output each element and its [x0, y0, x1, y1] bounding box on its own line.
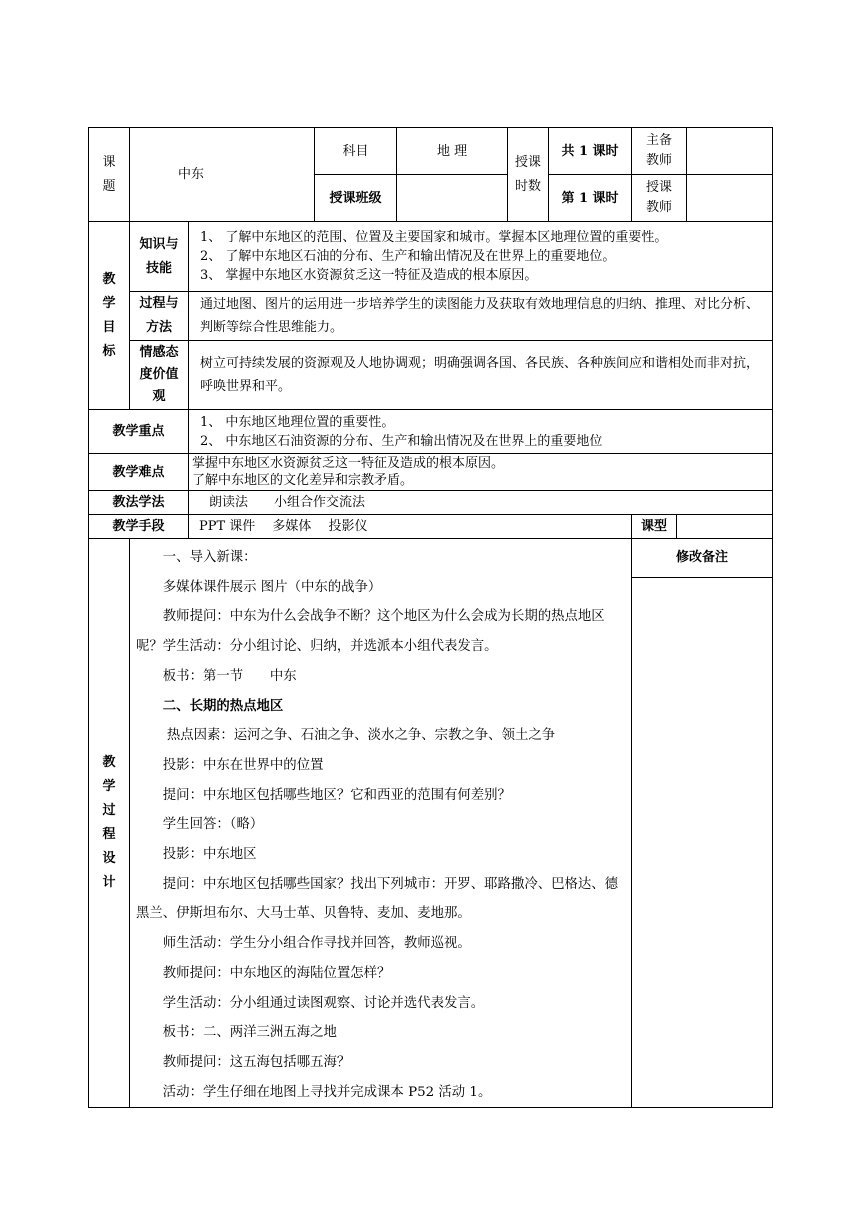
process-paragraph: 板书：二、两洋三洲五海之地: [162, 1025, 337, 1041]
key-point-line: 1、 中东地区地理位置的重要性。: [200, 414, 395, 430]
process-paragraph: 投影：中东地区: [162, 847, 257, 863]
means-content: PPT 课件 多媒体 投影仪: [189, 515, 632, 539]
remark-column: [632, 539, 773, 1108]
process-label-cell: [130, 292, 189, 341]
topic-value: 中东: [130, 128, 315, 222]
process-heading: 二、长期的热点地区: [162, 697, 284, 714]
process-paragraph: 学生活动：分小组通过读图观察、讨论并选代表发言。: [162, 995, 485, 1011]
process-paragraph: 提问：中东地区包括哪些国家？找出下列城市：开罗、耶路撒冷、巴格达、德黑兰、伊斯坦布尔、大马士革、贝鲁特、麦加、麦地那。: [136, 876, 619, 922]
objectives-label-cell: [89, 222, 130, 410]
subject-value: 地 理: [397, 128, 508, 175]
difficulty-line: 了解中东地区的文化差异和宗教矛盾。: [192, 473, 414, 488]
knowledge-line: 2、 了解中东地区石油的分布、生产和输出情况及在世界上的重要地位。: [200, 249, 616, 264]
key-points-label: 教学重点: [89, 410, 189, 454]
teacher-label-cell: [632, 175, 687, 222]
methods-content: 朗读法 小组合作交流法: [189, 491, 773, 515]
difficulties-label: 教学难点: [89, 454, 189, 491]
teacher-label: 授课教师: [646, 180, 673, 215]
objectives-label: 教学目标: [102, 271, 116, 359]
emotion-content: 树立可持续发展的资源观及人地协调观；明确强调各国、各民族、各种族间应和谐相处而非对抗，呼唤世界和平。: [189, 341, 773, 410]
main-teacher-label-cell: [632, 128, 687, 175]
process-paragraph: 教师提问：中东地区的海陆位置怎样？: [162, 965, 391, 981]
teach-time-label-cell: [508, 128, 549, 222]
teacher-value: [687, 175, 773, 222]
lesson-type-label: 课型: [632, 515, 677, 539]
process-design-label: 教学过程设计: [102, 755, 116, 891]
process-paragraph: 多媒体课件展示 图片（中东的战争）: [162, 579, 382, 595]
difficulties-content: [189, 454, 773, 491]
hours-current: 第 1 课时: [549, 175, 632, 222]
knowledge-line: 3、 掌握中东地区水资源贫乏这一特征及造成的根本原因。: [200, 268, 538, 283]
knowledge-label: 知识与技能: [139, 236, 179, 276]
methods-label: 教法学法: [89, 491, 189, 515]
process-paragraph: 师生活动：学生分小组合作寻找并回答，教师巡视。: [162, 936, 471, 952]
process-paragraph: 教师提问：中东为什么会战争不断？这个地区为什么会成为长期的热点地区呢？学生活动：分小组讨论、归纳，并选派本小组代表发言。: [136, 609, 605, 655]
key-point-line: 2、 中东地区石油资源的分布、生产和输出情况及在世界上的重要地位: [200, 433, 603, 449]
process-paragraph: 投影：中东在世界中的位置: [162, 757, 324, 773]
process-design-label-cell: [89, 539, 130, 1108]
teach-time-label: 授课时数: [515, 154, 542, 194]
process-paragraph: 热点因素：运河之争、石油之争、淡水之争、宗教之争、领土之争: [166, 728, 556, 744]
difficulty-line: 掌握中东地区水资源贫乏这一特征及造成的根本原因。: [192, 456, 505, 471]
process-paragraph: 提问：中东地区包括哪些地区？它和西亚的范围有何差别？: [162, 787, 511, 803]
class-label: 授课班级: [315, 175, 397, 222]
class-value: [397, 175, 508, 222]
means-label: 教学手段: [89, 515, 189, 539]
process-design-content: [130, 539, 632, 1108]
remark-label: 修改备注: [632, 539, 772, 578]
process-content: 通过地图、图片的运用进一步培养学生的读图能力及获取有效地理信息的归纳、推理、对比分析、判断等综合性思维能力。: [189, 292, 773, 341]
emotion-label-cell: [130, 341, 189, 410]
topic-label-cell: [89, 128, 130, 222]
process-paragraph: 一、导入新课：: [162, 550, 257, 565]
main-teacher-label: 主备教师: [646, 133, 673, 168]
subject-label: 科目: [315, 128, 397, 175]
knowledge-content: [189, 222, 773, 292]
process-paragraph: 活动：学生仔细在地图上寻找并完成课本 P52 活动 1。: [162, 1084, 492, 1100]
process-label: 过程与方法: [139, 296, 179, 335]
knowledge-label-cell: [130, 222, 189, 292]
process-paragraph: 板书：第一节 中东: [162, 668, 297, 684]
main-teacher-value: [687, 128, 773, 175]
knowledge-line: 1、 了解中东地区的范围、位置及主要国家和城市。掌握本区地理位置的重要性。: [200, 230, 668, 245]
hours-total: 共 1 课时: [549, 128, 632, 175]
lesson-type-value: [677, 515, 773, 539]
key-points-content: [189, 410, 773, 454]
emotion-label: 情感态度价值观: [139, 345, 179, 404]
topic-label: 课题: [102, 154, 116, 194]
lesson-plan-table: [88, 127, 773, 1108]
process-paragraph: 教师提问：这五海包括哪五海？: [162, 1054, 351, 1070]
process-paragraph: 学生回答：（略）: [162, 817, 264, 833]
